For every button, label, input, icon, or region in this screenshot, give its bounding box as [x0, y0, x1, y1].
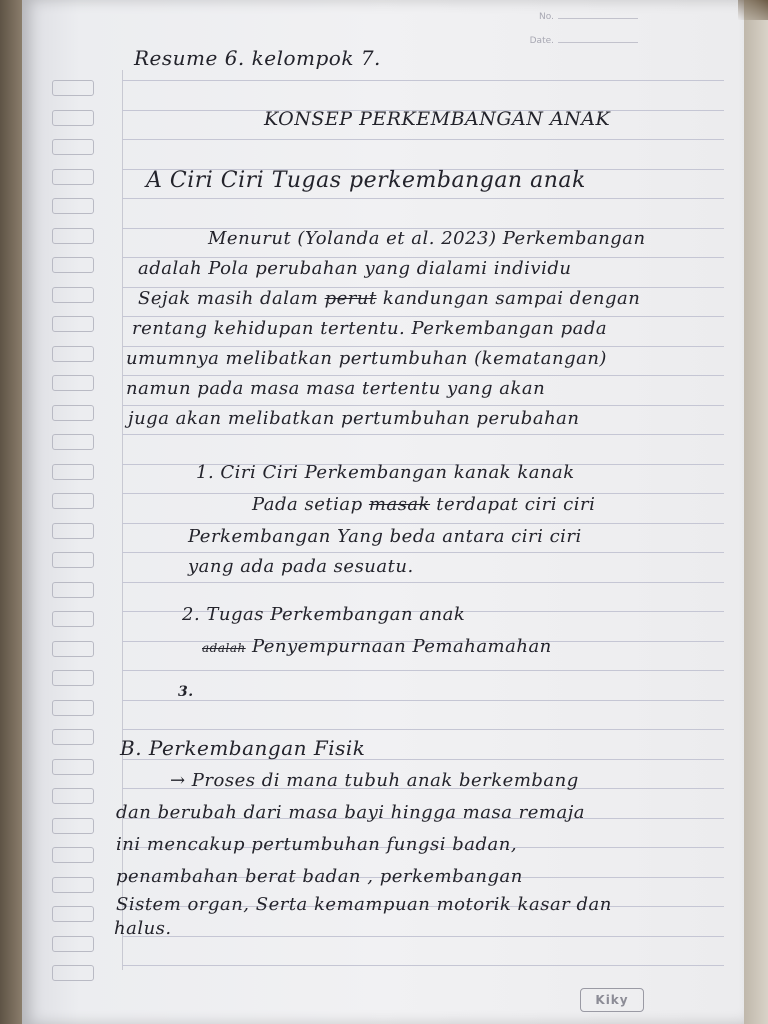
ruled-line [122, 346, 724, 347]
ruled-line [122, 936, 724, 937]
list-text: terdapat ciri ciri [430, 494, 596, 515]
binding-hole [52, 375, 94, 391]
ruled-line [122, 552, 724, 553]
binding-hole [52, 700, 94, 716]
binding-hole [52, 346, 94, 362]
list-item-2-line [202, 636, 552, 657]
paragraph-line: rentang kehidupan tertentu. Perkembangan pada [132, 318, 608, 339]
photo-corner [738, 0, 768, 20]
paragraph-line: dan berubah dari masa bayi hingga masa remaja [116, 802, 586, 823]
binding-hole [52, 110, 94, 126]
paragraph-line: namun pada masa masa tertentu yang akan [126, 378, 546, 399]
ruled-line [122, 316, 724, 317]
date-field [530, 36, 638, 46]
notebook-brand-logo: Kiky [580, 988, 644, 1012]
notebook-page [22, 0, 744, 1024]
binding-hole [52, 847, 94, 863]
ruled-line [122, 375, 724, 376]
binding-hole [52, 228, 94, 244]
binding-hole [52, 464, 94, 480]
binding-hole [52, 877, 94, 893]
binding-hole [52, 582, 94, 598]
binding-hole [52, 759, 94, 775]
ruled-line [122, 198, 724, 199]
binding-hole [52, 80, 94, 96]
paragraph-text: Sejak masih dalam [138, 288, 319, 309]
paragraph-line: → Proses di mana tubuh anak berkembang [170, 770, 579, 791]
no-field [539, 12, 638, 22]
binding-hole [52, 670, 94, 686]
photo-background-right [742, 0, 768, 1024]
ruled-line [122, 965, 724, 966]
binding-holes [52, 80, 96, 980]
paragraph-line: penambahan berat badan , perkembangan [116, 866, 523, 887]
section-heading: KONSEP PERKEMBANGAN ANAK [264, 108, 611, 130]
section-a-title: A Ciri Ciri Tugas perkembangan anak [146, 168, 586, 193]
binding-hole [52, 405, 94, 421]
ruled-line [122, 523, 724, 524]
section-b-title: B. Perkembangan Fisik [120, 736, 366, 760]
ruled-line [122, 670, 724, 671]
list-item-3: 3. [178, 684, 194, 700]
list-item-1-line: Perkembangan Yang beda antara ciri ciri [188, 526, 582, 547]
list-text: Penyempurnaan Pemahamahan [251, 636, 552, 657]
binding-hole [52, 523, 94, 539]
ruled-line [122, 139, 724, 140]
paragraph-line: adalah Pola perubahan yang dialami individu [138, 258, 572, 279]
ruled-line [122, 582, 724, 583]
binding-hole [52, 641, 94, 657]
binding-hole [52, 936, 94, 952]
binding-hole [52, 493, 94, 509]
ruled-line [122, 405, 724, 406]
binding-hole [52, 788, 94, 804]
struck-word: masak [368, 494, 431, 515]
list-item-1-line [252, 494, 595, 515]
binding-hole [52, 316, 94, 332]
paragraph-line: Sistem organ, Serta kemampuan motorik kasar dan [116, 894, 612, 915]
binding-hole [52, 729, 94, 745]
ruled-line [122, 80, 724, 81]
list-item-1-line: yang ada pada sesuatu. [188, 556, 414, 577]
binding-hole [52, 965, 94, 981]
binding-hole [52, 818, 94, 834]
binding-hole [52, 139, 94, 155]
list-item-1: 1. Ciri Ciri Perkembangan kanak kanak [196, 462, 575, 483]
binding-hole [52, 257, 94, 273]
paragraph-line: Menurut (Yolanda et al. 2023) Perkembangan [208, 228, 646, 249]
paragraph-line: halus. [114, 918, 172, 939]
paragraph-text: kandungan sampai dengan [376, 288, 641, 309]
date-label: Date. [529, 36, 554, 46]
ruled-line [122, 434, 724, 435]
binding-hole [52, 198, 94, 214]
binding-hole [52, 287, 94, 303]
ruled-line [122, 700, 724, 701]
no-label: No. [539, 12, 554, 22]
binding-hole [52, 611, 94, 627]
page-title: Resume 6. kelompok 7. [134, 46, 381, 70]
paragraph-line: juga akan melibatkan pertumbuhan perubahan [128, 408, 580, 429]
binding-hole [52, 906, 94, 922]
paragraph-line: umumnya melibatkan pertumbuhan (kematangan) [126, 348, 607, 369]
binding-hole [52, 169, 94, 185]
paragraph-line: ini mencakup pertumbuhan fungsi badan, [116, 834, 518, 855]
ruled-line [122, 729, 724, 730]
struck-word: perut [324, 288, 377, 309]
paragraph-line [138, 288, 640, 309]
binding-hole [52, 434, 94, 450]
list-text: Pada setiap [252, 494, 363, 515]
struck-word: adalah [202, 641, 246, 655]
binding-hole [52, 552, 94, 568]
list-item-2: 2. Tugas Perkembangan anak [182, 604, 466, 625]
